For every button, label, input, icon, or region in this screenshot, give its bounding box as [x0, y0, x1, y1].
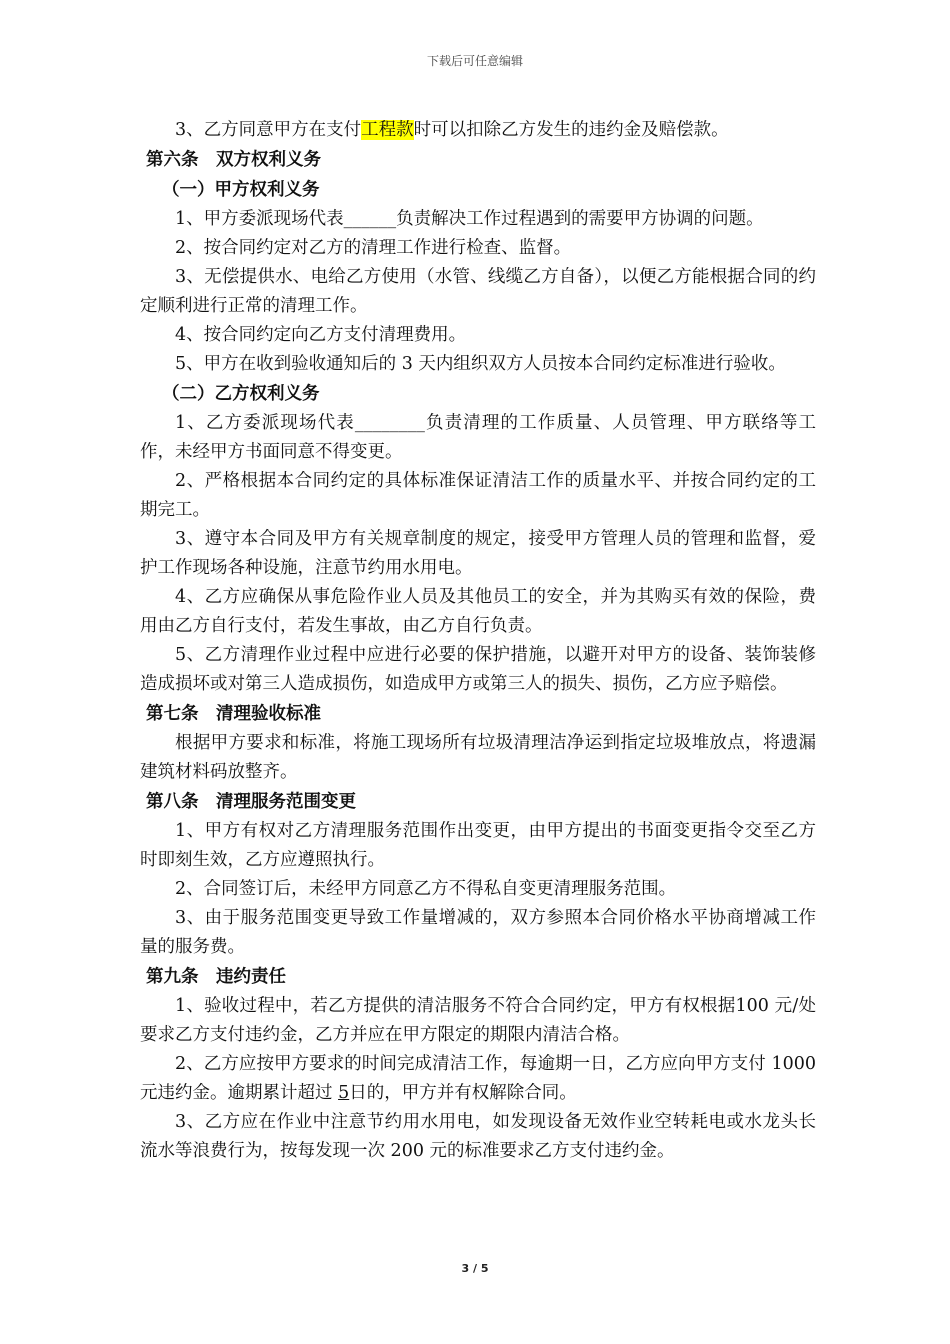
- text-span: 日的，甲方并有权解除合同。: [349, 1083, 577, 1103]
- paragraph: 1、甲方有权对乙方清理服务范围作出变更，由甲方提出的书面变更指令交至乙方时即刻生效，乙方应遵照执行。: [140, 821, 816, 870]
- highlighted-text: 工程款: [361, 120, 414, 140]
- paragraph: 5、甲方在收到验收通知后的 3 天内组织双方人员按本合同约定标准进行验收。: [175, 354, 786, 374]
- paragraph: 5、乙方清理作业过程中应进行必要的保护措施，以避开对甲方的设备、装饰装修造成损坏或对第三人造成损伤，如造成甲方或第三人的损失、损伤，乙方应予赔偿。: [140, 645, 816, 694]
- page-header: 下载后可任意编辑: [426, 54, 523, 68]
- document-body: [140, 116, 816, 1166]
- section-heading-party-a: （一）甲方权利义务: [162, 180, 320, 200]
- text-span: 3、乙方同意甲方在支付: [175, 120, 362, 140]
- paragraph: 4、按合同约定向乙方支付清理费用。: [175, 325, 467, 345]
- article-heading-8: 第八条 清理服务范围变更: [146, 792, 356, 812]
- text-span: 2、乙方应按甲方要求的时间完成清洁工作，每逾期一日，乙方应向甲方支付 1000 元违约金。逾期累计超过: [140, 1054, 816, 1103]
- paragraph: [140, 116, 816, 145]
- paragraph: [140, 1050, 816, 1108]
- paragraph: 3、乙方应在作业中注意节约用水用电，如发现设备无效作业空转耗电或水龙头长流水等浪费行为，按每发现一次 200 元的标准要求乙方支付违约金。: [140, 1112, 816, 1161]
- page-number: 3 / 5: [461, 1262, 489, 1275]
- paragraph: 1、甲方委派现场代表______负责解决工作过程遇到的需要甲方协调的问题。: [175, 209, 764, 229]
- paragraph: 2、严格根据本合同约定的具体标准保证清洁工作的质量水平、并按合同约定的工期完工。: [140, 471, 816, 520]
- paragraph: 4、乙方应确保从事危险作业人员及其他员工的安全，并为其购买有效的保险，费用由乙方自行支付，若发生事故，由乙方自行负责。: [140, 587, 816, 636]
- paragraph: 3、由于服务范围变更导致工作量增减的，双方参照本合同价格水平协商增减工作量的服务费。: [140, 908, 816, 957]
- paragraph: 1、验收过程中，若乙方提供的清洁服务不符合合同约定，甲方有权根据100 元/处要求乙方支付违约金，乙方并应在甲方限定的期限内清洁合格。: [140, 996, 816, 1045]
- text-span: 时可以扣除乙方发生的违约金及赔偿款。: [413, 120, 729, 140]
- paragraph: 根据甲方要求和标准，将施工现场所有垃圾清理洁净运到指定垃圾堆放点，将遗漏建筑材料码放整齐。: [140, 733, 816, 782]
- section-heading-party-b: （二）乙方权利义务: [162, 384, 320, 404]
- paragraph: 1、乙方委派现场代表________负责清理的工作质量、人员管理、甲方联络等工作，未经甲方书面同意不得变更。: [140, 413, 816, 462]
- paragraph: 3、无偿提供水、电给乙方使用（水管、线缆乙方自备），以便乙方能根据合同的约定顺利进行正常的清理工作。: [140, 267, 816, 316]
- article-heading-7: 第七条 清理验收标准: [146, 704, 321, 724]
- paragraph: 2、合同签订后，未经甲方同意乙方不得私自变更清理服务范围。: [175, 879, 677, 899]
- underlined-number: 5: [338, 1083, 350, 1103]
- paragraph: 3、遵守本合同及甲方有关规章制度的规定，接受甲方管理人员的管理和监督，爱护工作现场各种设施，注意节约用水用电。: [140, 529, 816, 578]
- article-heading-6: 第六条 双方权利义务: [146, 150, 321, 170]
- paragraph: 2、按合同约定对乙方的清理工作进行检查、监督。: [175, 238, 572, 258]
- article-heading-9: 第九条 违约责任: [146, 967, 286, 987]
